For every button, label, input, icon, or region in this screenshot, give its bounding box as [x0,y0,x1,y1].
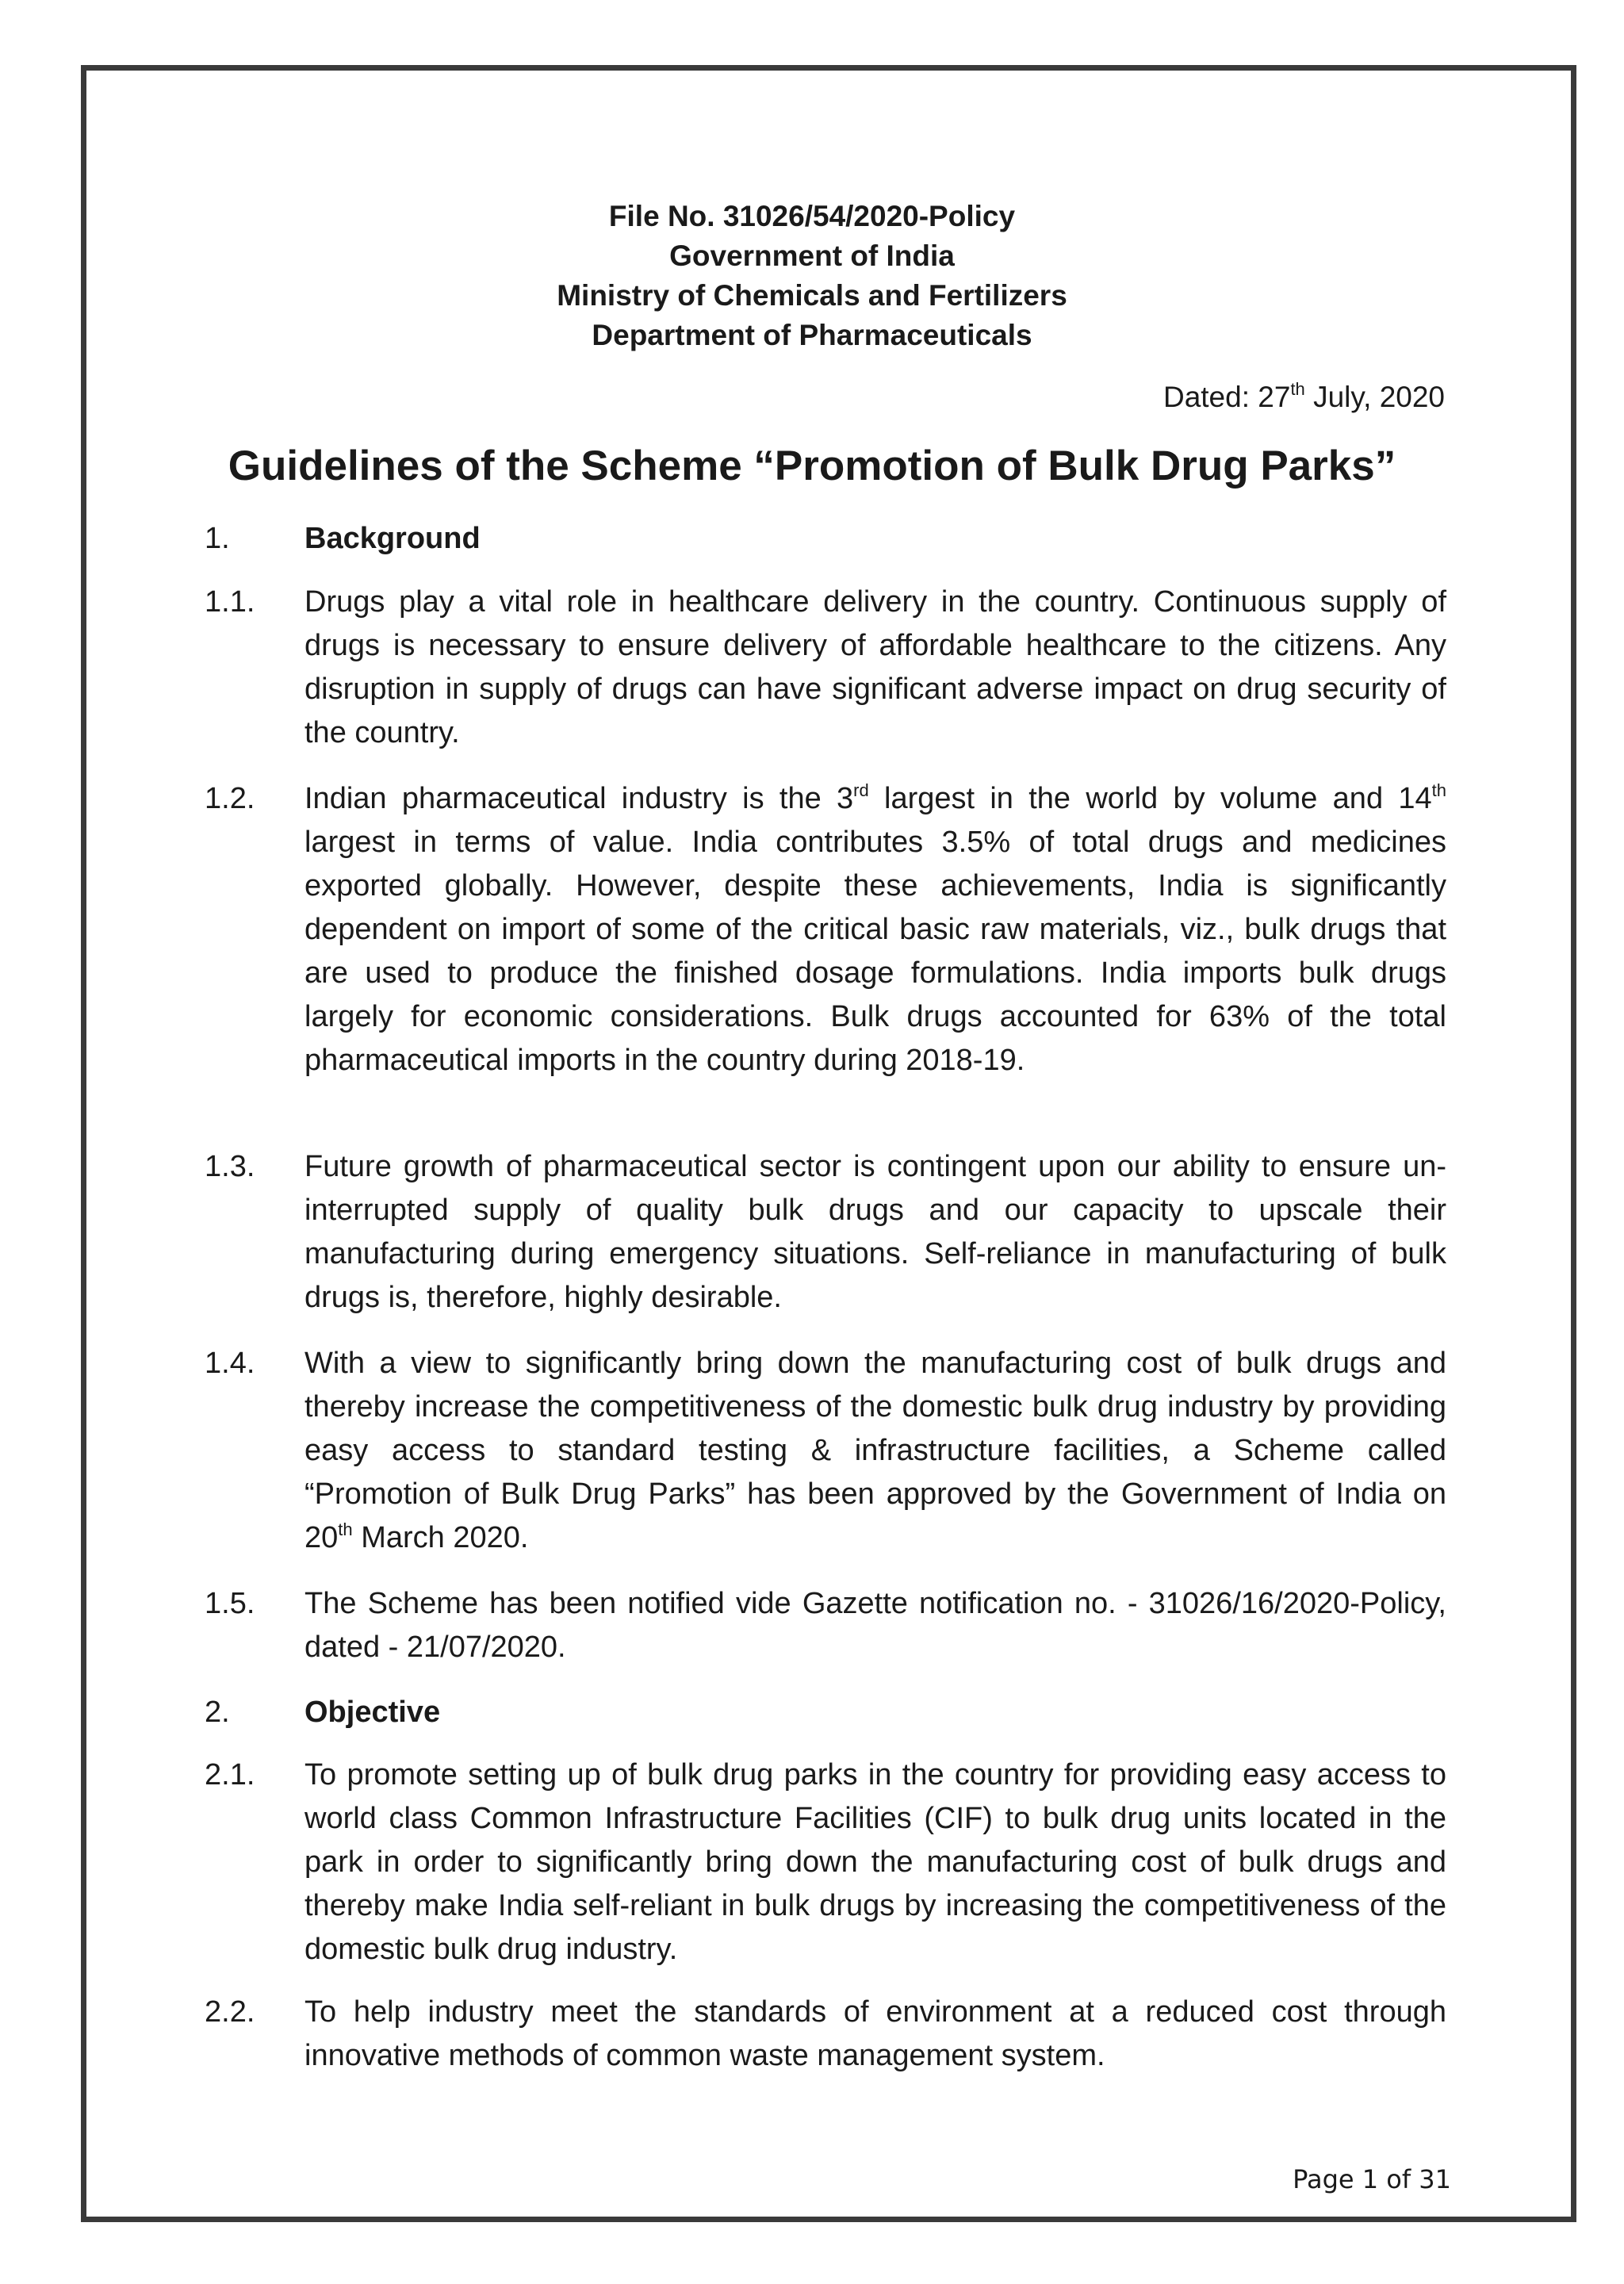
document-title: Guidelines of the Scheme “Promotion of Bulk Drug Parks” [228,443,1396,489]
ministry-name: Ministry of Chemicals and Fertilizers [557,279,1067,312]
document-date: Dated: 27th July, 2020 [1162,379,1445,413]
page-number: Page 1 of 31 [1293,2164,1451,2194]
government-name: Government of India [669,240,955,272]
document-header [0,197,1624,355]
department-name: Department of Pharmaceuticals [592,319,1032,351]
file-number: File No. 31026/54/2020-Policy [608,200,1016,232]
